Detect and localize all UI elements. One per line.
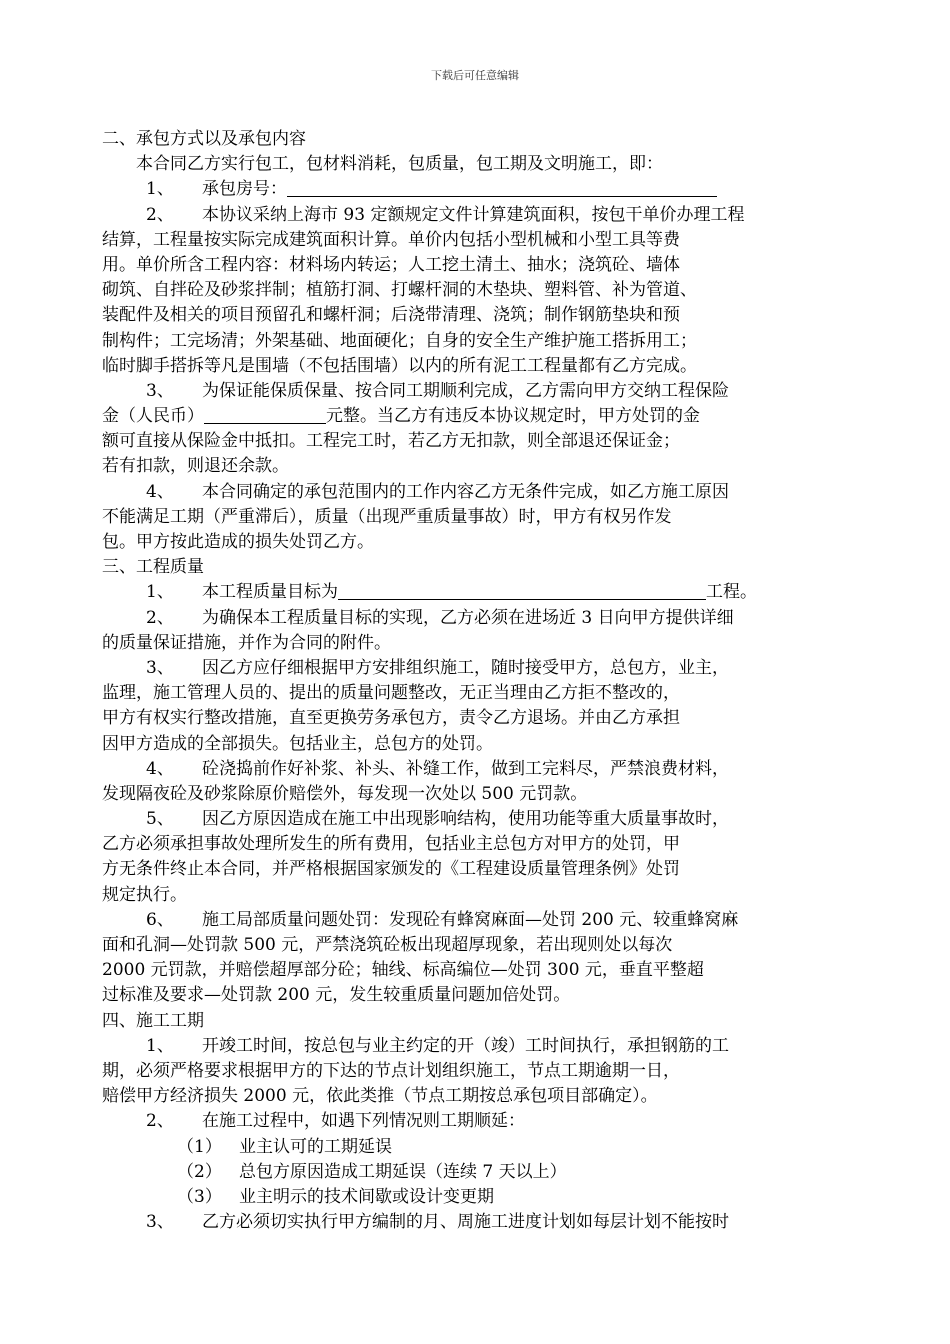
- sub-item-number: （2）: [177, 1161, 222, 1182]
- item-text: 砼浇捣前作好补浆、补头、补缝工作，做到工完料尽，严禁浪费材料，: [202, 758, 729, 779]
- item-number: 2、: [146, 204, 174, 225]
- contract-body: [102, 127, 814, 1235]
- item-text: 施工局部质量问题处罚：发现砼有蜂窝麻面—处罚 200 元、较重蜂窝麻: [202, 909, 739, 930]
- item-text: 在施工过程中，如遇下列情况则工期顺延：: [202, 1111, 525, 1132]
- item-text: 本合同确定的承包范围内的工作内容乙方无条件完成，如乙方施工原因: [202, 481, 729, 502]
- text-line: 乙方必须承担事故处理所发生的所有费用，包括业主总包方对甲方的处罚，甲: [102, 834, 680, 855]
- item-number: 4、: [146, 758, 174, 779]
- sub-list-item: [102, 1160, 814, 1185]
- item-text: 本协议采纳上海市 93 定额规定文件计算建筑面积，按包干单价办理工程: [202, 204, 745, 225]
- text-line: 临时脚手搭拆等凡是围墙（不包括围墙）以内的所有泥工工程量都有乙方完成。: [102, 355, 697, 376]
- text-line: 赔偿甲方经济损失 2000 元，依此类推（节点工期按总承包项目部确定）。: [102, 1086, 658, 1107]
- list-item: [102, 480, 814, 505]
- text-line: 的质量保证措施，并作为合同的附件。: [102, 632, 391, 653]
- item-number: 6、: [146, 909, 174, 930]
- text-line: 甲方有权实行整改措施，直至更换劳务承包方，责令乙方退场。并由乙方承担: [102, 708, 680, 729]
- text-line: 砌筑、自拌砼及砂浆拌制；植筋打洞、打螺杆洞的木垫块、塑料管、补为管道、: [102, 280, 697, 301]
- list-item: [102, 177, 814, 202]
- text-line: 装配件及相关的项目预留孔和螺杆洞；后浇带清理、浇筑；制作钢筋垫块和预: [102, 305, 680, 326]
- text-line: 面和孔洞—处罚款 500 元，严禁浇筑砼板出现超厚现象，若出现则处以每次: [102, 935, 673, 955]
- text-segment: 元整。当乙方有违反本协议规定时，甲方处罚的金: [326, 406, 700, 427]
- text-line: 2000 元罚款，并赔偿超厚部分砼；轴线、标高编位—处罚 300 元，垂直平整超: [102, 960, 704, 981]
- sub-item-text: 业主明示的技术间歇或设计变更期: [239, 1186, 494, 1207]
- list-item: [102, 606, 814, 631]
- text-segment: 金（人民币）: [102, 406, 204, 427]
- item-text: 工程。: [706, 582, 757, 603]
- item-text: 乙方必须切实执行甲方编制的月、周施工进度计划如每层计划不能按时: [202, 1212, 729, 1233]
- item-number: 3、: [146, 380, 174, 401]
- text-line: 不能满足工期（严重滞后），质量（出现严重质量事故）时，甲方有权另作发: [102, 506, 672, 527]
- item-text: 本工程质量目标为: [202, 582, 338, 603]
- sub-item-number: （1）: [177, 1136, 222, 1157]
- text-line: 结算，工程量按实际完成建筑面积计算。单价内包括小型机械和小型工具等费: [102, 229, 680, 250]
- list-item: [102, 908, 814, 933]
- list-item: [102, 757, 814, 782]
- list-item: [102, 1109, 814, 1134]
- list-item: [102, 807, 814, 832]
- text-line: 规定执行。: [102, 884, 187, 905]
- text-line: 期，必须严格要求根据甲方的下达的节点计划组织施工，节点工期逾期一日，: [102, 1060, 680, 1081]
- item-number: 2、: [146, 607, 174, 628]
- sub-item-number: （3）: [177, 1186, 222, 1207]
- item-number: 2、: [146, 1111, 174, 1132]
- text-line: 方无条件终止本合同，并严格根据国家颁发的《工程建设质量管理条例》处罚: [102, 859, 680, 880]
- list-item: [102, 379, 814, 404]
- text-line: 发现隔夜砼及砂浆除原价赔偿外，每发现一次处以 500 元罚款。: [102, 783, 588, 804]
- text-line: 因甲方造成的全部损失。包括业主，总包方的处罚。: [102, 733, 493, 754]
- text-line: [102, 404, 814, 429]
- item-text: 因乙方应仔细根据甲方安排组织施工，随时接受甲方，总包方，业主，: [202, 657, 729, 678]
- text-line: 监理，施工管理人员的、提出的质量问题整改，无正当理由乙方拒不整改的，: [102, 683, 680, 704]
- section-title: 四、施工工期: [102, 1010, 204, 1031]
- item-number: 4、: [146, 481, 174, 502]
- item-number: 3、: [146, 657, 174, 678]
- sub-list-item: [102, 1135, 814, 1160]
- item-text: 开竣工时间，按总包与业主约定的开（竣）工时间执行，承担钢筋的工: [202, 1035, 729, 1056]
- item-text: 因乙方原因造成在施工中出现影响结构，使用功能等重大质量事故时，: [202, 809, 729, 830]
- text-line: 包。甲方按此造成的损失处罚乙方。: [102, 532, 374, 552]
- fill-blank-room-number[interactable]: [287, 178, 717, 197]
- item-text: 为确保本工程质量目标的实现，乙方必须在进场近 3 日向甲方提供详细: [202, 607, 734, 628]
- list-item: [102, 656, 814, 681]
- paragraph: 本合同乙方实行包工，包材料消耗，包质量，包工期及文明施工，即：: [136, 154, 663, 175]
- text-line: 若有扣款，则退还余款。: [102, 456, 289, 477]
- list-item: [102, 1210, 814, 1235]
- item-number: 3、: [146, 1212, 174, 1233]
- sub-item-text: 业主认可的工期延误: [239, 1136, 392, 1157]
- text-line: 额可直接从保险金中抵扣。工程完工时，若乙方无扣款，则全部退还保证金；: [102, 431, 680, 452]
- text-line: 制构件；工完场清；外架基础、地面硬化；自身的安全生产维护施工搭拆用工；: [102, 330, 697, 351]
- fill-blank-quality-target[interactable]: [338, 581, 706, 600]
- list-item: [102, 203, 814, 228]
- list-item: [102, 1034, 814, 1059]
- item-text: 为保证能保质保量、按合同工期顺利完成，乙方需向甲方交纳工程保险: [202, 380, 729, 401]
- section-title: 二、承包方式以及承包内容: [102, 129, 306, 149]
- sub-item-text: 总包方原因造成工期延误（连续 7 天以上）: [239, 1161, 567, 1182]
- item-number: 1、: [146, 582, 174, 603]
- list-item: [102, 580, 814, 605]
- item-number: 5、: [146, 809, 174, 830]
- item-text: 承包房号：: [202, 179, 287, 200]
- section-title: 三、工程质量: [102, 557, 204, 578]
- text-line: 用。单价所含工程内容：材料场内转运；人工挖土清土、抽水；浇筑砼、墙体: [102, 254, 680, 275]
- sub-list-item: [102, 1185, 814, 1210]
- item-number: 1、: [146, 1035, 174, 1056]
- text-line: 过标准及要求—处罚款 200 元，发生较重质量问题加倍处罚。: [102, 985, 571, 1006]
- item-number: 1、: [146, 179, 174, 200]
- fill-blank-deposit-amount[interactable]: [204, 405, 326, 424]
- page-header: 下载后可任意编辑: [431, 69, 519, 82]
